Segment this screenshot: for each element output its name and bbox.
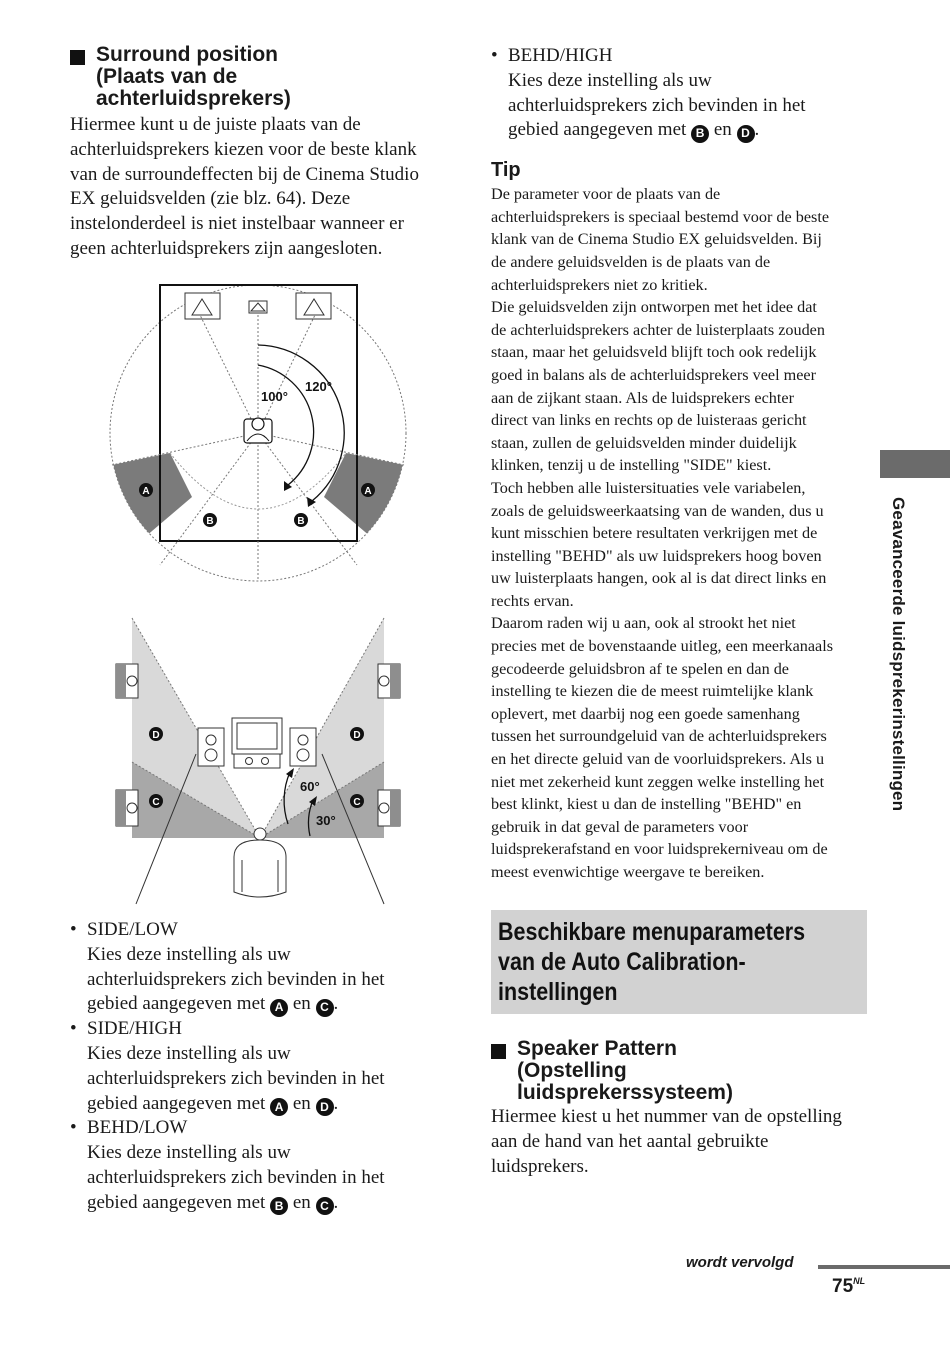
svg-text:D: D: [152, 730, 160, 741]
option-item: [70, 1017, 450, 1116]
tip-line: de andere geluidsvelden is de plaats van de: [491, 252, 771, 271]
option-line: achterluidsprekers zich bevinden in het: [87, 1166, 385, 1188]
speaker-pattern-heading: [491, 1038, 867, 1104]
surround-body: [70, 113, 450, 262]
rear-right-high-speaker-icon: [378, 664, 400, 698]
menu-heading-box: [491, 910, 867, 1014]
tip-line: en het directe geluid van de voorluidsprekers. Als u: [491, 750, 825, 769]
zone-icon: C: [316, 999, 334, 1017]
tip-line: niet met zekerheid kunt zeggen welke instelling het: [491, 772, 825, 791]
zone-icon: D: [316, 1098, 334, 1116]
tip-line: de achterluidsprekers achter de luisterplaats zouden: [491, 320, 825, 339]
continued-rule: [818, 1265, 950, 1269]
body-line: van de surroundeffecten bij de Cinema Studio: [70, 163, 419, 185]
body-line: luidsprekers.: [491, 1155, 589, 1177]
zone-d-label-right: [350, 727, 364, 741]
zone-icon: C: [316, 1197, 334, 1215]
front-right-speaker-icon: [296, 293, 331, 319]
body-line: geen achterluidsprekers zijn aangesloten.: [70, 237, 383, 259]
surround-heading: [70, 44, 450, 110]
tip-line: best klinkt, kiest u dan de instelling "BEHD" en: [491, 795, 802, 814]
section-side-label: Geavanceerde luidsprekerinstellingen: [889, 497, 908, 812]
angle-30-label: 30°: [316, 813, 336, 828]
listener-chair-icon: [234, 828, 286, 897]
option-item: [70, 918, 450, 1017]
option-prefix: gebied aangegeven met: [508, 119, 687, 141]
bullet-icon: •: [70, 919, 77, 940]
front-left-speaker-icon: [198, 728, 224, 766]
tip-line: instelling "BEHD" als uw luidsprekers hoog boven: [491, 546, 822, 565]
page-number: [832, 1276, 865, 1298]
heading-line: Surround position: [96, 43, 278, 66]
option-prefix: gebied aangegeven met: [87, 1191, 266, 1213]
tip-line: instelling te kiezen die de meest ruimtelijke klank: [491, 682, 814, 701]
option-line: [87, 1191, 385, 1216]
tip-line: klinken, tenzij u de instelling "SIDE" kiest.: [491, 456, 772, 475]
bullet-icon: •: [70, 1117, 77, 1139]
tip-line: klank van de Cinema Studio EX geluidsvelden. Bij: [491, 230, 822, 249]
listener-icon: [244, 418, 272, 443]
option-end: .: [333, 1092, 339, 1114]
section-tab: [880, 450, 950, 478]
tip-line: meest evenwichtige weergave te bereiken.: [491, 863, 765, 881]
zone-b-label-left: [203, 513, 217, 527]
svg-text:B: B: [297, 516, 305, 527]
angle-lines: [112, 315, 404, 581]
zone-c-label-left: [149, 794, 163, 808]
angle-120-label: 120°: [305, 379, 332, 394]
tip-line: zoals de geluidsweerkaatsing van de wanden, dus u: [491, 501, 824, 520]
side-view-diagram: [100, 612, 410, 908]
top-view-diagram: [100, 275, 430, 595]
zone-icon: B: [691, 125, 709, 143]
option-name: BEHD/HIGH: [508, 45, 613, 66]
option-item: [491, 44, 867, 143]
option-line: Kies deze instelling als uw: [87, 1142, 291, 1164]
square-bullet-icon: [70, 50, 85, 65]
option-name: BEHD/LOW: [87, 1117, 188, 1139]
tip-line: aan de zijkant staan. Als de luidsprekers echter: [491, 388, 794, 407]
zone-d-label-left: [149, 727, 163, 741]
tip-line: kunt misschien betere resultaten verkrijgen met de: [491, 524, 818, 543]
square-bullet-icon: [491, 1044, 506, 1059]
tip-line: gecodeerde geluidsbron af te spelen en dan de: [491, 659, 789, 678]
option-conj: en: [713, 119, 732, 141]
svg-text:A: A: [364, 486, 372, 497]
zone-icon: D: [737, 125, 755, 143]
tip-line: achterluidsprekers niet zo kritiek.: [491, 275, 708, 294]
svg-text:B: B: [206, 516, 214, 527]
option-item: [70, 1116, 450, 1215]
body-line: aan de hand van het aantal gebruikte: [491, 1130, 769, 1152]
heading-line: Speaker Pattern: [517, 1037, 677, 1060]
heading-line: (Opstelling: [517, 1059, 627, 1082]
option-line: Kies deze instelling als uw: [87, 943, 291, 965]
menu-heading-line: Beschikbare menuparameters: [498, 918, 806, 946]
option-prefix: gebied aangegeven met: [87, 993, 266, 1015]
body-line: Hiermee kunt u de juiste plaats van de: [70, 114, 361, 135]
continued-label: wordt vervolgd: [686, 1254, 794, 1271]
option-end: .: [333, 1191, 339, 1213]
body-line: achterluidsprekers kiezen voor de beste klank: [70, 138, 417, 160]
option-line: [87, 992, 385, 1017]
speaker-pattern-body: [491, 1105, 867, 1179]
center-speaker-icon: [234, 754, 280, 768]
tip-body: [491, 183, 867, 883]
option-line: [508, 118, 806, 143]
menu-heading-line: instellingen: [498, 978, 618, 1006]
rear-left-low-speaker-icon: [116, 790, 138, 826]
tip-heading: Tip: [491, 159, 521, 182]
option-conj: en: [292, 1191, 311, 1213]
tip-line: De parameter voor de plaats van de: [491, 185, 721, 204]
option-conj: en: [292, 993, 311, 1015]
option-end: .: [754, 119, 760, 141]
page-number-value: 75: [832, 1276, 854, 1297]
right-column: [491, 44, 867, 884]
option-name: SIDE/LOW: [87, 919, 178, 940]
menu-heading-line: van de Auto Calibration-: [498, 948, 746, 976]
body-line: EX geluidsvelden (zie blz. 64). Deze: [70, 188, 351, 210]
center-speaker-icon: [249, 301, 267, 313]
option-line: achterluidsprekers zich bevinden in het: [508, 94, 806, 116]
option-conj: en: [292, 1092, 311, 1114]
option-end: .: [333, 993, 339, 1015]
tip-line: uw luisterplaats hangen, ook al is dat direct links en: [491, 569, 827, 588]
body-line: Hiermee kiest u het nummer van de opstelling: [491, 1106, 842, 1127]
heading-line: achterluidsprekers): [96, 87, 291, 110]
tip-line: rechts ervan.: [491, 591, 574, 610]
zone-a-label-right: [361, 483, 375, 497]
rear-left-high-speaker-icon: [116, 664, 138, 698]
tip-line: staan, maar het geluidsveld blijft toch ook redelijk: [491, 343, 817, 362]
tip-line: Die geluidsvelden zijn ontworpen met het idee dat: [491, 298, 817, 317]
heading-line: (Plaats van de: [96, 65, 238, 88]
tip-line: Toch hebben alle luistersituaties vele variabelen,: [491, 478, 806, 497]
option-line: [87, 1092, 385, 1117]
tip-line: achterluidsprekers is speciaal bestemd voor de beste: [491, 207, 830, 226]
tip-line: oplevert, met daarbij nog een goede samenhang: [491, 704, 800, 723]
body-line: instelonderdeel is niet instelbaar wanneer er: [70, 213, 404, 235]
svg-text:C: C: [152, 797, 160, 808]
zone-a-label-left: [139, 483, 153, 497]
menu-heading: [498, 917, 868, 1007]
zone-c-label-right: [350, 794, 364, 808]
option-line: Kies deze instelling als uw: [87, 1042, 291, 1064]
option-prefix: gebied aangegeven met: [87, 1092, 266, 1114]
page-lang: NL: [853, 1276, 866, 1286]
tip-line: precies met de bovenstaande uitleg, een meerkanaals: [491, 637, 834, 656]
zone-icon: B: [270, 1197, 288, 1215]
option-line: achterluidsprekers zich bevinden in het: [87, 1067, 385, 1089]
option-line: Kies deze instelling als uw: [508, 69, 712, 91]
bullet-icon: •: [491, 45, 498, 66]
tip-line: goed in balans als de achterluidsprekers veel meer: [491, 365, 816, 384]
angle-100-label: 100°: [261, 389, 288, 404]
option-list-left: [70, 918, 450, 1216]
tip-line: tussen het surroundgeluid van de achterluidsprekers: [491, 727, 827, 746]
tip-line: direct van links en rechts op de luisteraas gericht: [491, 411, 807, 430]
svg-text:C: C: [353, 797, 361, 808]
heading-line: luidsprekerssysteem): [517, 1081, 733, 1104]
zone-b-label-right: [294, 513, 308, 527]
svg-text:A: A: [142, 486, 150, 497]
tip-line: gebruik in dat geval de parameters voor: [491, 817, 749, 836]
tip-line: staan, zullen de geluidsvelden minder duidelijk: [491, 433, 797, 452]
tv-icon: [232, 718, 282, 754]
rear-right-low-speaker-icon: [378, 790, 400, 826]
bullet-icon: •: [70, 1018, 77, 1040]
front-left-speaker-icon: [185, 293, 220, 319]
zone-icon: A: [270, 999, 288, 1017]
front-right-speaker-icon: [290, 728, 316, 766]
option-line: achterluidsprekers zich bevinden in het: [87, 968, 385, 990]
tip-line: Daarom raden wij u aan, ook al strookt het niet: [491, 614, 796, 633]
zone-icon: A: [270, 1098, 288, 1116]
surround-section: [70, 44, 450, 262]
speaker-pattern-section: [491, 1038, 867, 1179]
angle-60-label: 60°: [300, 779, 320, 794]
svg-text:D: D: [353, 730, 361, 741]
tip-line: luidsprekerafstand en voor luidsprekerniveau om de: [491, 840, 828, 859]
option-name: SIDE/HIGH: [87, 1018, 182, 1040]
